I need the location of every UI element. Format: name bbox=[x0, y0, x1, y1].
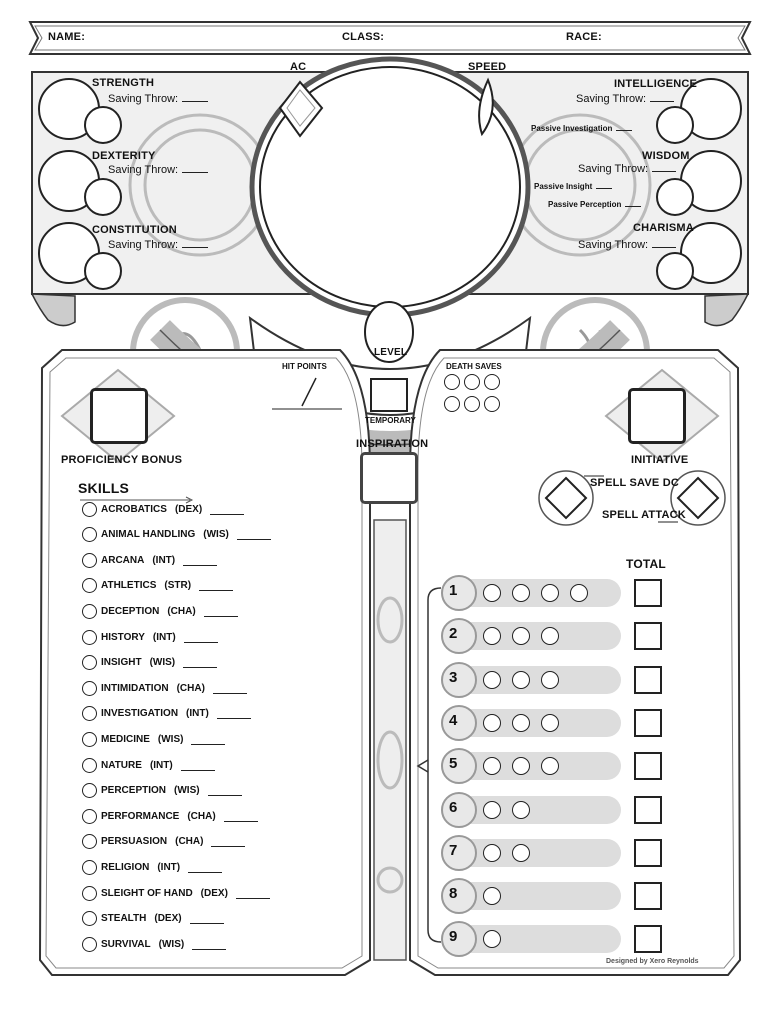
skill-ability: (WIS) bbox=[174, 785, 200, 797]
ability-modifier-circle[interactable] bbox=[656, 252, 694, 290]
skill-name: RELIGION bbox=[101, 861, 150, 873]
proficiency-bonus-box[interactable] bbox=[90, 388, 148, 444]
spell-level-number: 5 bbox=[449, 755, 458, 773]
skill-modifier-field[interactable] bbox=[181, 760, 215, 771]
skill-modifier-field[interactable] bbox=[217, 708, 251, 719]
skill-modifier-field[interactable] bbox=[236, 888, 270, 899]
skill-name: INTIMIDATION bbox=[101, 682, 169, 694]
death-save-failure[interactable] bbox=[464, 396, 480, 412]
spell-level-emblem-icon bbox=[441, 792, 477, 828]
ac-label: AC bbox=[290, 61, 307, 73]
spell-slot-total-box[interactable] bbox=[634, 752, 662, 780]
skill-ability: (CHA) bbox=[176, 682, 205, 694]
skill-row[interactable] bbox=[82, 551, 217, 569]
class-label: CLASS: bbox=[342, 31, 385, 43]
spell-slot-circle[interactable] bbox=[483, 887, 501, 905]
skill-proficiency-circle[interactable] bbox=[82, 681, 97, 696]
skill-modifier-field[interactable] bbox=[183, 657, 217, 668]
saving-throw-label: Saving Throw: bbox=[576, 92, 674, 105]
spell-slot-row bbox=[441, 748, 621, 784]
skill-name: NATURE bbox=[101, 759, 142, 771]
ability-modifier-circle[interactable] bbox=[84, 178, 122, 216]
spell-level-emblem-icon bbox=[441, 878, 477, 914]
skill-proficiency-circle[interactable] bbox=[82, 502, 97, 517]
skill-row[interactable] bbox=[82, 807, 258, 825]
spell-slot-total-box[interactable] bbox=[634, 622, 662, 650]
skill-modifier-field[interactable] bbox=[188, 862, 222, 873]
skill-row[interactable] bbox=[82, 858, 222, 876]
skill-row[interactable] bbox=[82, 756, 215, 774]
skill-proficiency-circle[interactable] bbox=[82, 706, 97, 721]
death-save-success[interactable] bbox=[484, 374, 500, 390]
skill-modifier-field[interactable] bbox=[210, 504, 244, 515]
death-save-failure[interactable] bbox=[444, 396, 460, 412]
skill-ability: (INT) bbox=[152, 554, 176, 566]
death-save-success[interactable] bbox=[464, 374, 480, 390]
speed-label: SPEED bbox=[468, 61, 507, 73]
skill-ability: (STR) bbox=[164, 580, 192, 592]
spell-level-emblem-icon bbox=[441, 705, 477, 741]
ability-name: STRENGTH bbox=[92, 77, 155, 89]
spell-slot-total-box[interactable] bbox=[634, 882, 662, 910]
skill-name: ACROBATICS bbox=[101, 503, 167, 515]
ability-name: DEXTERITY bbox=[92, 150, 156, 162]
ability-name: INTELLIGENCE bbox=[614, 78, 698, 90]
skill-name: INVESTIGATION bbox=[101, 708, 179, 720]
skill-name: ARCANA bbox=[101, 554, 145, 566]
saving-throw-label: Saving Throw: bbox=[108, 92, 208, 105]
spell-slot-circle[interactable] bbox=[512, 801, 530, 819]
spell-save-dc-label: SPELL SAVE DC bbox=[590, 477, 679, 489]
saving-throw-label: Saving Throw: bbox=[578, 162, 676, 175]
skill-ability: (WIS) bbox=[203, 529, 229, 541]
race-label: RACE: bbox=[566, 31, 602, 43]
death-save-failure[interactable] bbox=[484, 396, 500, 412]
spell-slot-circle[interactable] bbox=[541, 714, 559, 732]
temporary-label: TEMPORARY bbox=[365, 416, 416, 425]
spell-attack-label: SPELL ATTACK bbox=[602, 509, 686, 521]
proficiency-bonus-label: PROFICIENCY BONUS bbox=[61, 454, 183, 466]
spell-level-number: 1 bbox=[449, 582, 458, 599]
spell-level-number: 2 bbox=[449, 625, 458, 643]
spell-level-number: 7 bbox=[449, 841, 458, 859]
skill-proficiency-circle[interactable] bbox=[82, 578, 97, 593]
skill-name: MEDICINE bbox=[101, 733, 150, 745]
skill-ability: (INT) bbox=[152, 631, 176, 643]
skill-ability: (CHA) bbox=[187, 810, 216, 822]
skill-ability: (WIS) bbox=[158, 938, 185, 950]
skill-row[interactable] bbox=[82, 602, 238, 620]
passive-insight-label: Passive Insight bbox=[534, 181, 612, 191]
skill-proficiency-circle[interactable] bbox=[82, 937, 97, 952]
passive-investigation-label: Passive Investigation bbox=[531, 123, 632, 133]
spell-slot-total-box[interactable] bbox=[634, 796, 662, 824]
death-save-success[interactable] bbox=[444, 374, 460, 390]
initiative-label: INITIATIVE bbox=[631, 454, 689, 466]
skill-row[interactable] bbox=[82, 500, 244, 518]
spell-slot-total-box[interactable] bbox=[634, 579, 662, 607]
skill-name: ANIMAL HANDLING bbox=[101, 529, 196, 541]
spell-slot-row bbox=[441, 921, 621, 957]
spell-level-number: 9 bbox=[449, 928, 458, 946]
skill-ability: (INT) bbox=[149, 759, 173, 771]
skill-row[interactable] bbox=[82, 910, 224, 928]
spell-slot-total-box[interactable] bbox=[634, 666, 662, 694]
spell-slot-row bbox=[441, 792, 621, 828]
ability-name: WISDOM bbox=[642, 150, 690, 162]
skill-proficiency-circle[interactable] bbox=[82, 732, 97, 747]
saving-throw-label: Saving Throw: bbox=[578, 238, 676, 251]
skill-proficiency-circle[interactable] bbox=[82, 630, 97, 645]
hit-points-label: HIT POINTS bbox=[282, 362, 327, 371]
skill-ability: (WIS) bbox=[149, 657, 176, 669]
hit-points-field[interactable] bbox=[272, 372, 342, 410]
skill-proficiency-circle[interactable] bbox=[82, 783, 97, 798]
spell-level-emblem-icon bbox=[441, 835, 477, 871]
skill-name: PERSUASION bbox=[101, 836, 168, 848]
hp-divider-icon bbox=[272, 372, 342, 410]
skill-row[interactable] bbox=[82, 654, 217, 672]
skill-ability: (CHA) bbox=[175, 836, 204, 848]
spell-level-emblem-icon bbox=[441, 662, 477, 698]
spell-slot-circle[interactable] bbox=[541, 671, 559, 689]
ability-name: CONSTITUTION bbox=[92, 224, 177, 236]
temporary-hp-box[interactable] bbox=[370, 378, 408, 412]
name-label: NAME: bbox=[48, 31, 86, 43]
spell-slot-total-box[interactable] bbox=[634, 709, 662, 737]
death-saves-label: DEATH SAVES bbox=[446, 362, 502, 371]
initiative-box[interactable] bbox=[628, 388, 686, 444]
spell-slot-circle[interactable] bbox=[512, 671, 530, 689]
ability-name: CHARISMA bbox=[633, 222, 694, 234]
skill-modifier-field[interactable] bbox=[224, 811, 258, 822]
skill-proficiency-circle[interactable] bbox=[82, 911, 97, 926]
skill-row[interactable] bbox=[82, 679, 247, 697]
skill-modifier-field[interactable] bbox=[204, 606, 238, 617]
skill-row[interactable] bbox=[82, 526, 271, 544]
skill-row[interactable] bbox=[82, 705, 251, 723]
skill-row[interactable] bbox=[82, 730, 225, 748]
skill-name: STEALTH bbox=[101, 913, 147, 925]
ability-modifier-circle[interactable] bbox=[84, 252, 122, 290]
skill-ability: (DEX) bbox=[200, 887, 228, 899]
ac-diamond-icon[interactable] bbox=[285, 88, 315, 128]
level-field[interactable] bbox=[366, 302, 412, 346]
spell-level-emblem-icon bbox=[441, 575, 477, 611]
skill-proficiency-circle[interactable] bbox=[82, 758, 97, 773]
skill-name: HISTORY bbox=[101, 631, 145, 643]
skill-row[interactable] bbox=[82, 628, 218, 646]
spell-slot-row bbox=[441, 575, 621, 611]
spell-slot-circle[interactable] bbox=[512, 714, 530, 732]
spell-save-dc-field[interactable] bbox=[546, 478, 586, 518]
skill-proficiency-circle[interactable] bbox=[82, 655, 97, 670]
spell-slot-circle[interactable] bbox=[541, 584, 559, 602]
level-label: LEVEL bbox=[374, 347, 408, 358]
skill-modifier-field[interactable] bbox=[211, 836, 245, 847]
skills-title: SKILLS bbox=[78, 480, 129, 496]
skill-proficiency-circle[interactable] bbox=[82, 860, 97, 875]
skill-row[interactable] bbox=[82, 884, 270, 902]
skill-modifier-field[interactable] bbox=[190, 913, 224, 924]
spell-slot-circle[interactable] bbox=[483, 844, 501, 862]
skill-proficiency-circle[interactable] bbox=[82, 834, 97, 849]
inspiration-box[interactable] bbox=[360, 452, 418, 504]
skill-proficiency-circle[interactable] bbox=[82, 809, 97, 824]
skill-modifier-field[interactable] bbox=[191, 734, 225, 745]
spell-level-number: 4 bbox=[449, 711, 458, 729]
spell-slots-total-label: TOTAL bbox=[626, 557, 666, 571]
skill-proficiency-circle[interactable] bbox=[82, 886, 97, 901]
skill-row[interactable] bbox=[82, 577, 233, 595]
skill-row[interactable] bbox=[82, 833, 245, 851]
spell-slot-row bbox=[441, 835, 621, 871]
saving-throw-label: Saving Throw: bbox=[108, 163, 208, 176]
spell-slot-circle[interactable] bbox=[483, 671, 501, 689]
saving-throw-label: Saving Throw: bbox=[108, 238, 208, 251]
spell-slot-circle[interactable] bbox=[483, 584, 501, 602]
skill-name: SLEIGHT OF HAND bbox=[101, 887, 193, 899]
spell-slot-total-box[interactable] bbox=[634, 839, 662, 867]
spell-level-number: 6 bbox=[449, 798, 458, 816]
skill-proficiency-circle[interactable] bbox=[82, 527, 97, 542]
skill-row[interactable] bbox=[82, 782, 242, 800]
inspiration-label: INSPIRATION bbox=[356, 438, 429, 450]
ability-modifier-circle[interactable] bbox=[84, 106, 122, 144]
skill-ability: (DEX) bbox=[154, 913, 182, 925]
skill-modifier-field[interactable] bbox=[192, 939, 226, 950]
spell-slot-circle[interactable] bbox=[570, 584, 588, 602]
skill-proficiency-circle[interactable] bbox=[82, 553, 97, 568]
skill-ability: (INT) bbox=[186, 708, 209, 720]
skill-modifier-field[interactable] bbox=[213, 683, 247, 694]
spell-slot-circle[interactable] bbox=[483, 714, 501, 732]
spell-slot-total-box[interactable] bbox=[634, 925, 662, 953]
skill-name: ATHLETICS bbox=[101, 580, 157, 592]
skill-modifier-field[interactable] bbox=[184, 632, 218, 643]
spell-level-number: 8 bbox=[449, 885, 458, 903]
skill-modifier-field[interactable] bbox=[208, 785, 242, 796]
spell-slot-row bbox=[441, 878, 621, 914]
skill-row[interactable] bbox=[82, 935, 226, 953]
ability-modifier-circle[interactable] bbox=[656, 178, 694, 216]
skill-ability: (DEX) bbox=[174, 503, 203, 515]
skill-name: PERFORMANCE bbox=[101, 810, 180, 822]
passive-perception-label: Passive Perception bbox=[548, 199, 641, 209]
skill-name: SURVIVAL bbox=[101, 938, 151, 950]
skill-modifier-field[interactable] bbox=[199, 580, 233, 591]
spell-level-number: 3 bbox=[449, 668, 458, 686]
spell-slot-circle[interactable] bbox=[483, 801, 501, 819]
skill-proficiency-circle[interactable] bbox=[82, 604, 97, 619]
skill-modifier-field[interactable] bbox=[183, 555, 217, 566]
ability-modifier-circle[interactable] bbox=[656, 106, 694, 144]
spell-slot-row bbox=[441, 618, 621, 654]
skill-name: PERCEPTION bbox=[101, 785, 167, 797]
spell-level-emblem-icon bbox=[441, 748, 477, 784]
skill-ability: (INT) bbox=[157, 861, 181, 873]
skill-ability: (WIS) bbox=[157, 733, 184, 745]
credit-text: Designed by Xero Reynolds bbox=[606, 958, 699, 965]
spell-slot-circle[interactable] bbox=[512, 844, 530, 862]
spell-slot-row bbox=[441, 662, 621, 698]
skill-modifier-field[interactable] bbox=[237, 529, 271, 540]
skill-name: INSIGHT bbox=[101, 657, 142, 669]
skill-name: DECEPTION bbox=[101, 605, 160, 617]
speed-emblem-icon[interactable] bbox=[474, 84, 498, 132]
spell-slot-circle[interactable] bbox=[512, 584, 530, 602]
spell-slot-row bbox=[441, 705, 621, 741]
skill-ability: (CHA) bbox=[167, 605, 196, 617]
